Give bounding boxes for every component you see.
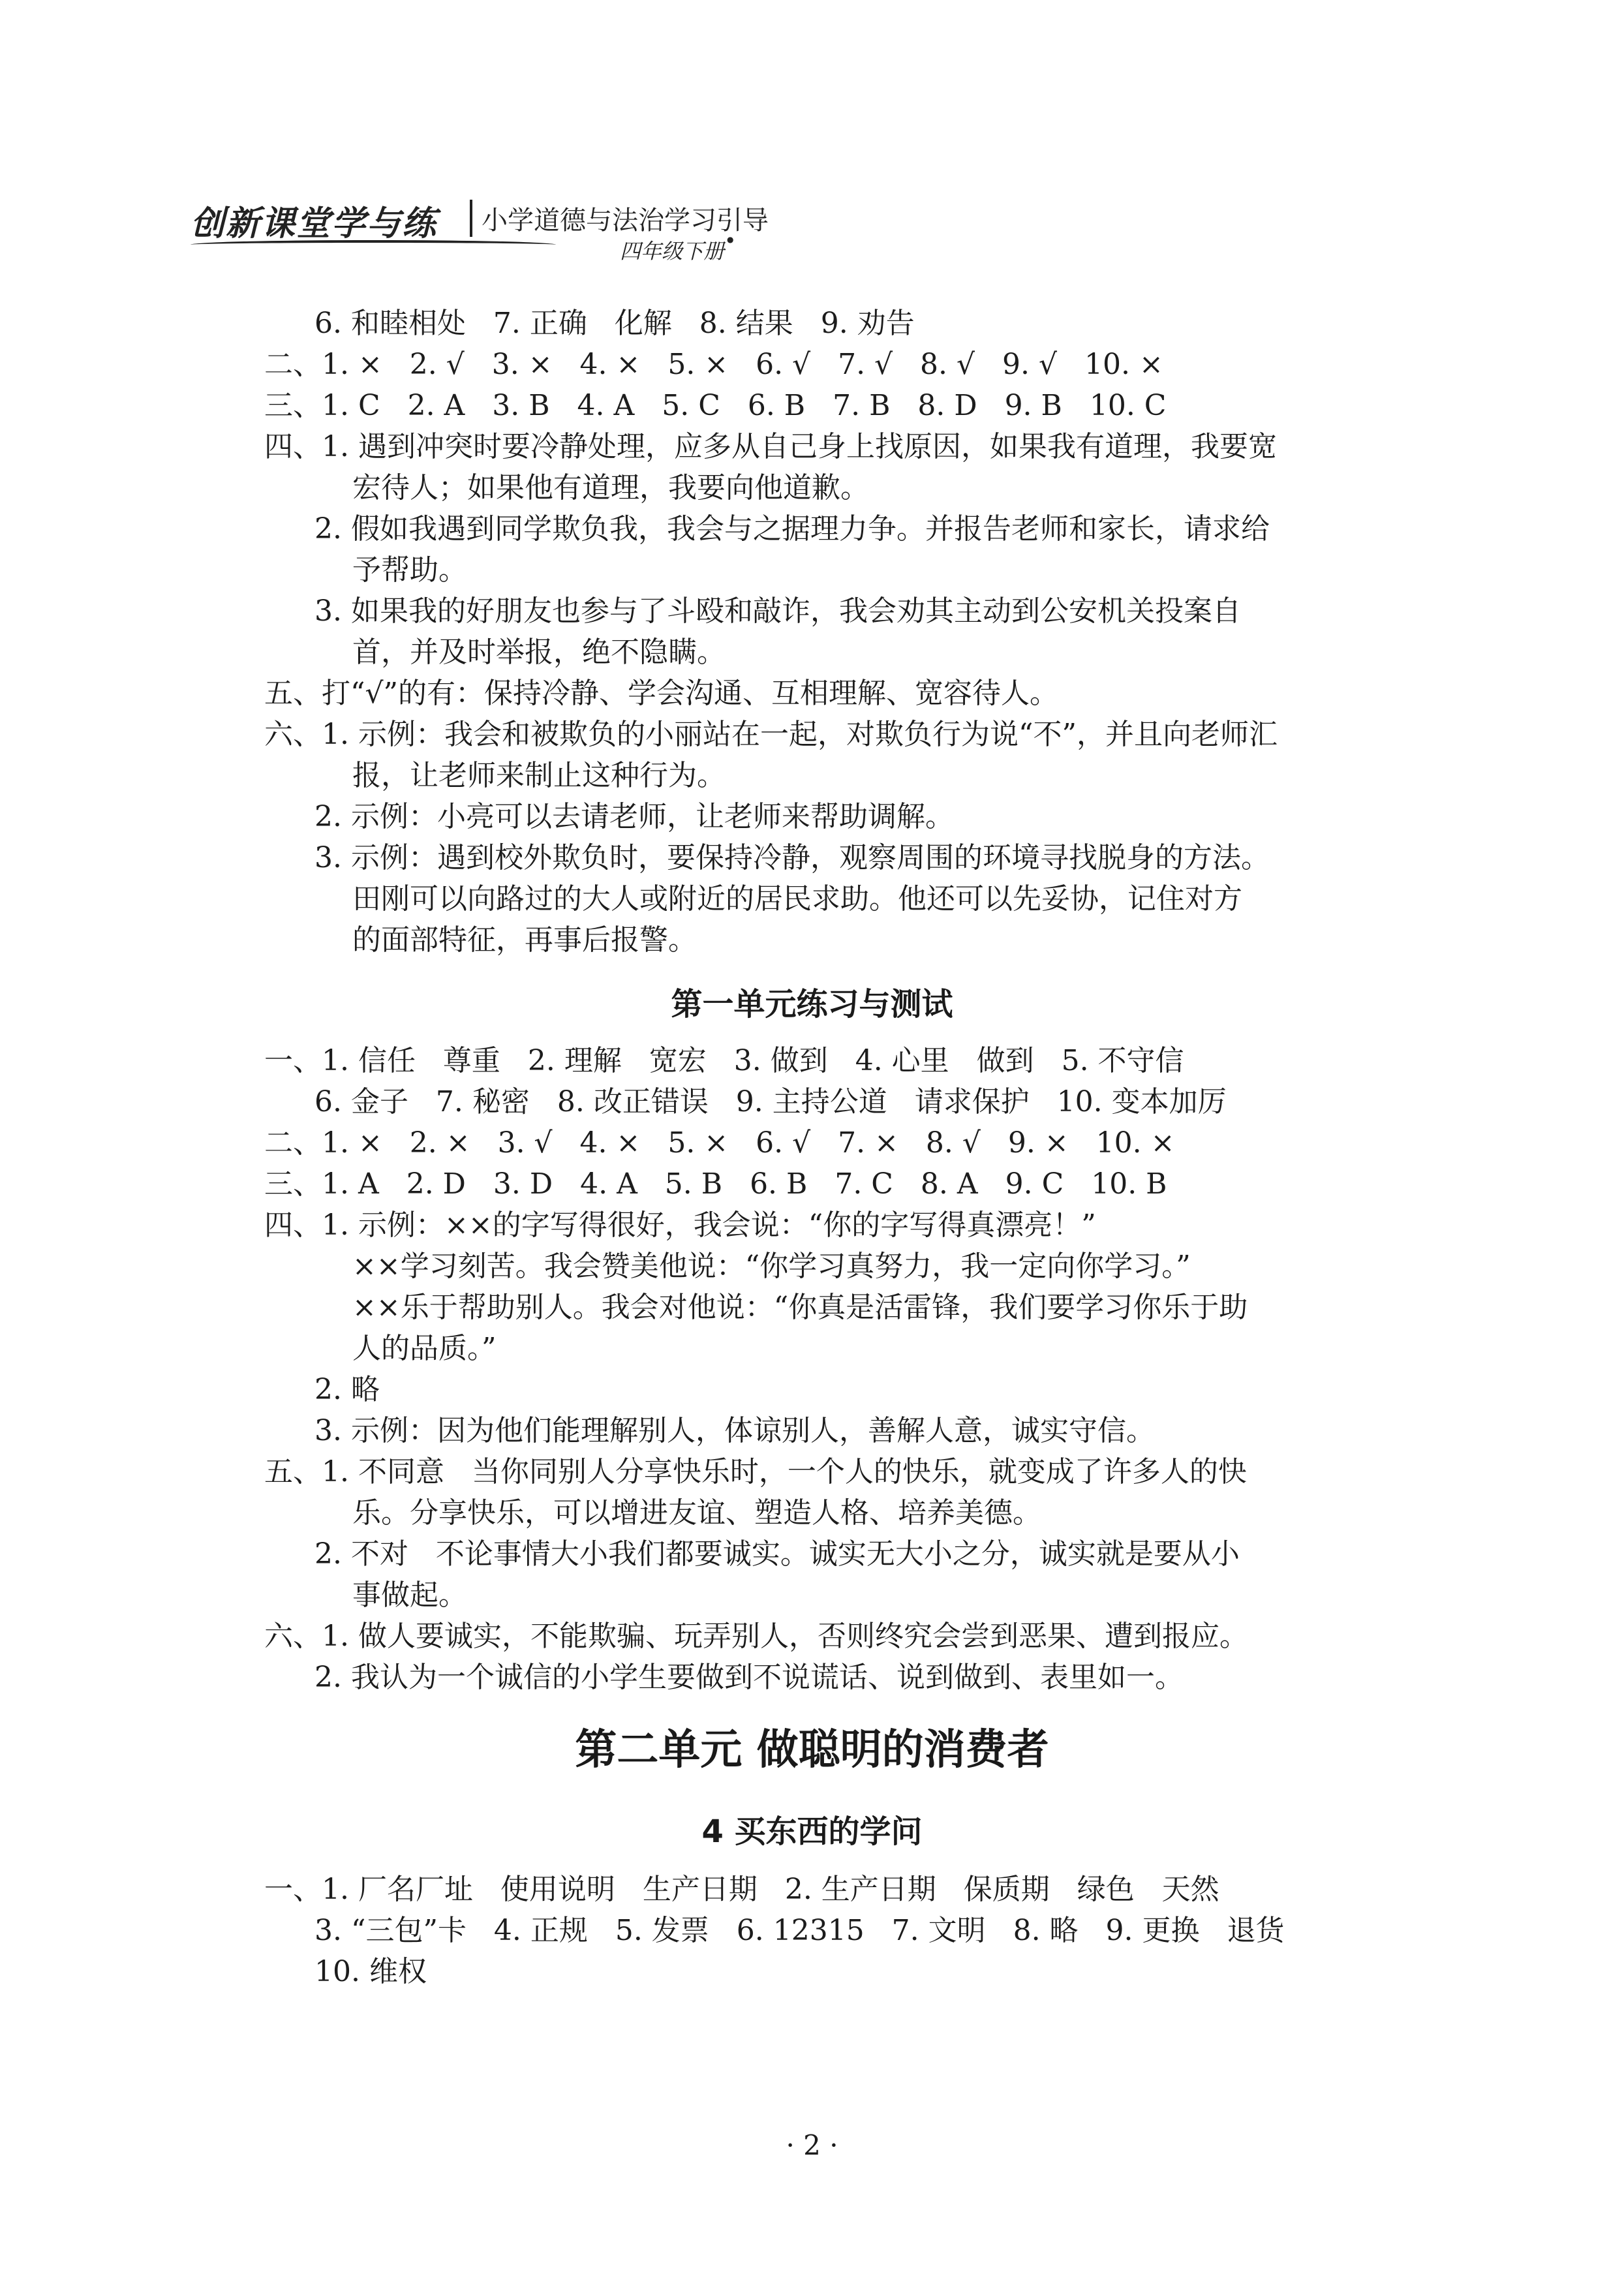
answer-line: 一、1. 信任 尊重 2. 理解 宽宏 3. 做到 4. 心里 做到 5. 不守信 bbox=[264, 1044, 1184, 1077]
answer-line: 六、1. 示例：我会和被欺负的小丽站在一起，对欺负行为说“不”，并且向老师汇 bbox=[264, 718, 1278, 751]
answer-line: 五、打“√”的有：保持冷静、学会沟通、互相理解、宽容待人。 bbox=[264, 677, 1059, 710]
answer-line: 事做起。 bbox=[352, 1578, 467, 1612]
answer-line: 首，并及时举报，绝不隐瞒。 bbox=[352, 636, 726, 669]
answer-line: 2. 我认为一个诚信的小学生要做到不说谎话、说到做到、表里如一。 bbox=[314, 1661, 1184, 1694]
page-number: · 2 · bbox=[786, 2129, 838, 2161]
answer-line: 3. 如果我的好朋友也参与了斗殴和敲诈，我会劝其主动到公安机关投案自 bbox=[314, 594, 1241, 628]
answer-line: 二、1. × 2. √ 3. × 4. × 5. × 6. √ 7. √ 8. √ 9. √ 10. × bbox=[264, 348, 1163, 381]
answer-line: 3. 示例：遇到校外欺负时，要保持冷静，观察周围的环境寻找脱身的方法。 bbox=[314, 841, 1270, 874]
answer-line: 3. “三包”卡 4. 正规 5. 发票 6. 12315 7. 文明 8. 略 9. 更换 退货 bbox=[314, 1914, 1285, 1947]
answer-line: 人的品质。” bbox=[352, 1332, 497, 1365]
answer-line: 四、1. 示例：××的字写得很好，我会说：“你的字写得真漂亮！” bbox=[264, 1208, 1096, 1242]
answer-line: 2. 略 bbox=[314, 1373, 380, 1406]
answer-line: 2. 假如我遇到同学欺负我，我会与之据理力争。并报告老师和家长，请求给 bbox=[314, 512, 1270, 546]
book-brand-logo: 创新课堂学与练 bbox=[191, 204, 438, 243]
answer-line: ××乐于帮助别人。我会对他说：“你真是活雷锋，我们要学习你乐于助 bbox=[352, 1291, 1248, 1324]
answer-line: ××学习刻苦。我会赞美他说：“你学习真努力，我一定向你学习。” bbox=[352, 1250, 1191, 1283]
answer-line: 6. 金子 7. 秘密 8. 改正错误 9. 主持公道 请求保护 10. 变本加厉 bbox=[314, 1085, 1227, 1118]
answer-line: 6. 和睦相处 7. 正确 化解 8. 结果 9. 劝告 bbox=[314, 307, 915, 340]
answer-line: 乐。分享快乐，可以增进友谊、塑造人格、培养美德。 bbox=[352, 1496, 1041, 1530]
answer-line: 2. 不对 不论事情大小我们都要诚实。诚实无大小之分，诚实就是要从小 bbox=[314, 1537, 1240, 1571]
answer-line: 四、1. 遇到冲突时要冷静处理，应多从自己身上找原因，如果我有道理，我要宽 bbox=[264, 430, 1277, 463]
answer-line: 六、1. 做人要诚实，不能欺骗、玩弄别人，否则终究会尝到恶果、遭到报应。 bbox=[264, 1620, 1248, 1653]
answer-line: 三、1. A 2. D 3. D 4. A 5. B 6. B 7. C 8. A 9. C 10. B bbox=[264, 1167, 1167, 1201]
answer-line: 予帮助。 bbox=[352, 553, 467, 587]
book-subtitle: 小学道德与法治学习引导 bbox=[470, 200, 769, 237]
brand-underline-decoration bbox=[191, 240, 556, 249]
answer-line: 的面部特征，再事后报警。 bbox=[352, 923, 697, 957]
answer-line: 宏待人；如果他有道理，我要向他道歉。 bbox=[352, 471, 869, 504]
answer-line: 3. 示例：因为他们能理解别人，体谅别人，善解人意，诚实守信。 bbox=[314, 1414, 1155, 1447]
answer-line: 田刚可以向路过的大人或附近的居民求助。他还可以先妥协，记住对方 bbox=[352, 882, 1242, 916]
answer-line: 2. 示例：小亮可以去请老师，让老师来帮助调解。 bbox=[314, 800, 954, 833]
answer-line: 三、1. C 2. A 3. B 4. A 5. C 6. B 7. B 8. D 9. B 10. C bbox=[264, 389, 1167, 422]
answer-line: 五、1. 不同意 当你同别人分享快乐时，一个人的快乐，就变成了许多人的快 bbox=[264, 1455, 1247, 1488]
lesson-heading: 4 买东西的学问 bbox=[701, 1813, 923, 1850]
grade-label: 四年级下册 ● bbox=[620, 235, 734, 265]
answer-line: 10. 维权 bbox=[314, 1955, 427, 1988]
answer-line: 二、1. × 2. × 3. √ 4. × 5. × 6. √ 7. × 8. √ 9. × 10. × bbox=[264, 1126, 1175, 1160]
answer-line: 一、1. 厂名厂址 使用说明 生产日期 2. 生产日期 保质期 绿色 天然 bbox=[264, 1873, 1219, 1906]
answer-line: 报，让老师来制止这种行为。 bbox=[352, 759, 726, 792]
unit-heading: 第二单元 做聪明的消费者 bbox=[575, 1726, 1049, 1774]
section-heading: 第一单元练习与测试 bbox=[671, 986, 953, 1023]
